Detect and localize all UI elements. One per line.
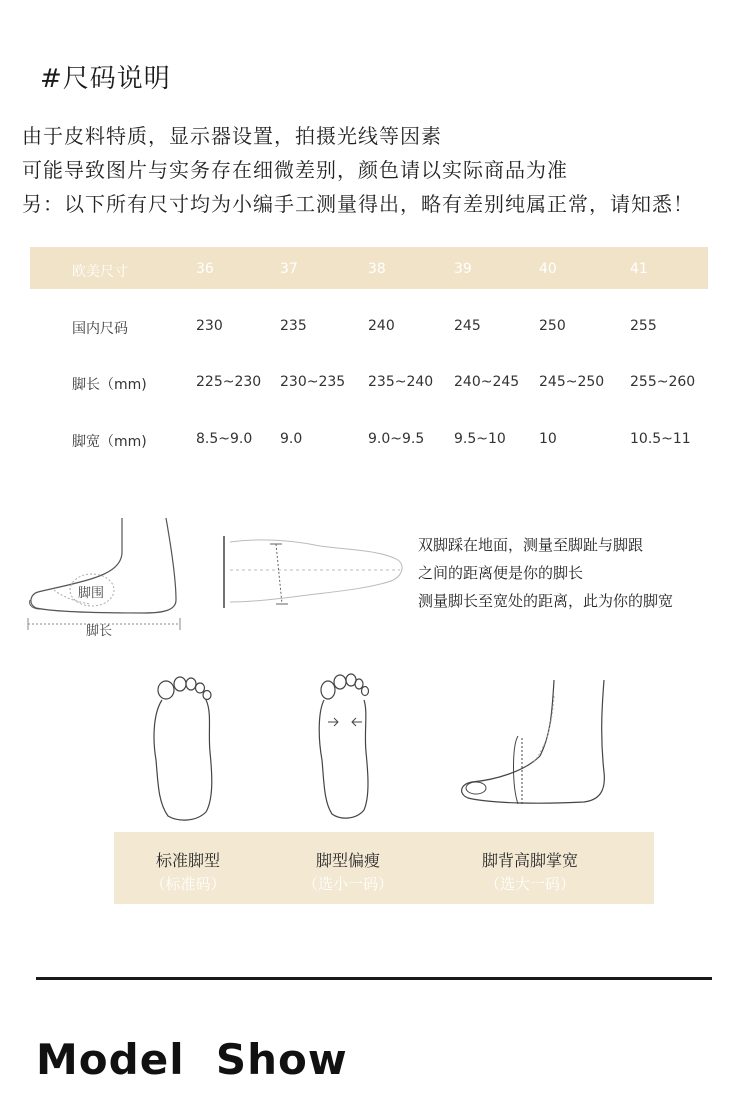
header-cell: 36 <box>196 261 214 277</box>
table-cell: 国内尺码 <box>72 321 128 337</box>
high-instep-foot-icon <box>454 676 614 816</box>
foot-type-advice: （选小一码） <box>302 875 393 893</box>
header-cell: 欧美尺寸 <box>72 264 128 280</box>
foot-side-illustration <box>24 512 214 642</box>
header-cell: 37 <box>280 261 298 277</box>
table-cell: 250 <box>539 318 566 334</box>
measure-note-3: 测量脚长至宽处的距离，此为你的脚宽 <box>418 592 674 610</box>
intro-line-1: 由于皮料特质，显示器设置，拍摄光线等因素 <box>22 124 442 148</box>
measure-note-2: 之间的距离便是你的脚长 <box>418 564 584 582</box>
slim-foot-icon <box>306 668 386 824</box>
table-cell: 230 <box>196 318 223 334</box>
table-cell: 9.0~9.5 <box>368 431 425 447</box>
table-cell: 9.5~10 <box>454 431 506 447</box>
table-cell: 230~235 <box>280 374 346 390</box>
foot-girth-label: 脚围 <box>78 586 105 601</box>
table-cell: 10.5~11 <box>630 431 691 447</box>
foot-type-title: 标准脚型 <box>155 851 220 870</box>
header-cell: 41 <box>630 261 648 277</box>
table-cell: 240 <box>368 318 395 334</box>
foot-type-advice: （选大一码） <box>484 875 575 893</box>
section-heading: #尺码说明 <box>40 64 171 94</box>
table-cell: 255~260 <box>630 374 696 390</box>
table-cell: 10 <box>539 431 557 447</box>
foot-type-advice: （标准码） <box>150 875 226 893</box>
intro-line-2: 可能导致图片与实务存在细微差别，颜色请以实际商品为准 <box>22 158 568 182</box>
intro-line-3: 另：以下所有尺寸均为小编手工测量得出，略有差别纯属正常，请知悉！ <box>22 192 694 216</box>
table-cell: 脚宽（mm) <box>72 434 147 450</box>
header-cell: 39 <box>454 261 472 277</box>
header-cell: 40 <box>539 261 557 277</box>
foot-top-illustration <box>220 532 410 612</box>
section-divider <box>36 977 712 980</box>
header-cell: 38 <box>368 261 386 277</box>
foot-length-label: 脚长 <box>86 624 113 639</box>
table-cell: 235 <box>280 318 307 334</box>
table-cell: 245~250 <box>539 374 605 390</box>
table-cell: 245 <box>454 318 481 334</box>
table-cell: 255 <box>630 318 657 334</box>
table-cell: 8.5~9.0 <box>196 431 253 447</box>
table-cell: 240~245 <box>454 374 520 390</box>
model-show-heading: Model Show <box>36 1035 348 1084</box>
table-cell: 脚长（mm) <box>72 377 147 393</box>
table-cell: 9.0 <box>280 431 303 447</box>
measure-note-1: 双脚踩在地面，测量至脚趾与脚跟 <box>418 536 644 554</box>
table-cell: 235~240 <box>368 374 434 390</box>
foot-type-title: 脚背高脚掌宽 <box>481 851 578 870</box>
standard-foot-icon <box>144 672 224 824</box>
table-cell: 225~230 <box>196 374 262 390</box>
foot-type-title: 脚型偏瘦 <box>315 851 380 870</box>
